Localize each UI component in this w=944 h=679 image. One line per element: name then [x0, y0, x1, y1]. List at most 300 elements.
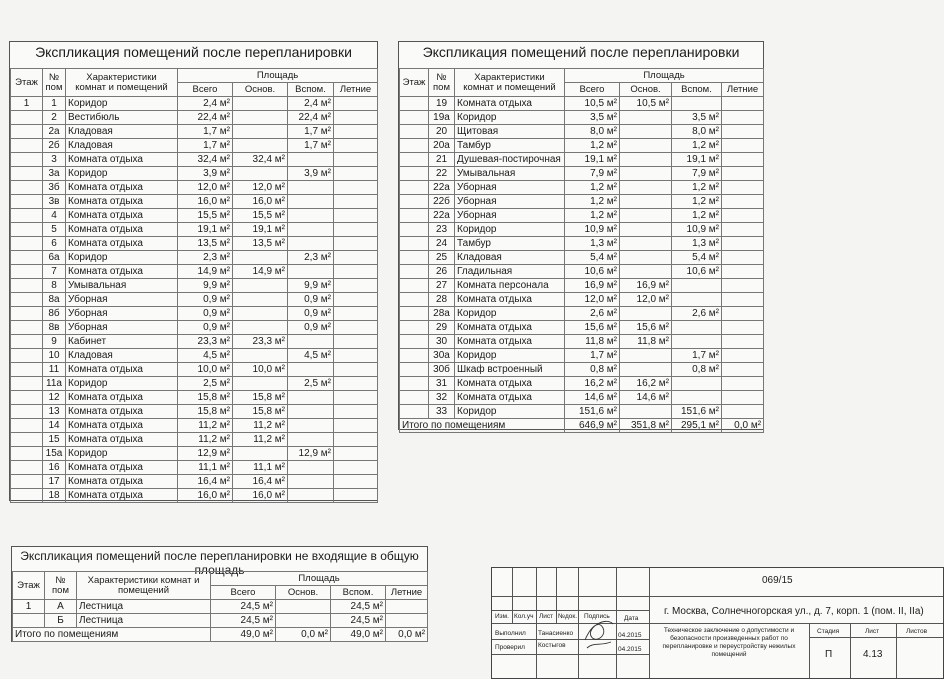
col-ndok: №док. — [558, 613, 578, 620]
cell-aux: 1,2 м² — [672, 181, 722, 195]
cell-summer — [334, 433, 378, 447]
cell-name: Комната отдыха — [66, 489, 178, 503]
header-total: Всего — [565, 83, 620, 97]
table-row — [400, 209, 764, 223]
cell-no: 3 — [43, 153, 66, 167]
cell-no: 14 — [43, 419, 66, 433]
table-row — [400, 391, 764, 405]
cell-summer — [334, 265, 378, 279]
header-room-no: № пом — [429, 69, 455, 97]
cell-summer — [334, 475, 378, 489]
cell-name: Лестница — [77, 614, 211, 628]
cell-total: 11,8 м² — [565, 335, 620, 349]
cell-total: 10,5 м² — [565, 97, 620, 111]
cell-total: 7,9 м² — [565, 167, 620, 181]
cell-summer — [722, 167, 764, 181]
cell-aux: 19,1 м² — [672, 153, 722, 167]
table-row — [11, 461, 378, 475]
cell-no: А — [45, 600, 77, 614]
cell-main: 10,5 м² — [620, 97, 672, 111]
cell-floor — [400, 279, 429, 293]
cell-aux — [288, 209, 334, 223]
table-row — [400, 223, 764, 237]
header-area: Площадь — [211, 572, 428, 586]
header-aux: Вспом. — [672, 83, 722, 97]
cell-no: 8а — [43, 293, 66, 307]
cell-floor — [400, 153, 429, 167]
cell-summer — [722, 363, 764, 377]
cell-main — [233, 349, 288, 363]
table-row — [400, 195, 764, 209]
cell-floor — [400, 405, 429, 419]
header-aux: Вспом. — [331, 586, 386, 600]
cell-aux: 151,6 м² — [672, 405, 722, 419]
cell-name: Кладовая — [455, 251, 565, 265]
cell-aux — [288, 489, 334, 503]
cell-total: 1,7 м² — [178, 125, 233, 139]
cell-total: 2,5 м² — [178, 377, 233, 391]
table-row — [11, 489, 378, 503]
cell-name: Комната отдыха — [66, 209, 178, 223]
cell-total: 24,5 м² — [211, 614, 276, 628]
cell-aux — [288, 237, 334, 251]
cell-total: 15,5 м² — [178, 209, 233, 223]
cell-name: Комната отдыха — [66, 265, 178, 279]
table-row — [400, 181, 764, 195]
cell-total: 11,1 м² — [178, 461, 233, 475]
cell-main — [233, 377, 288, 391]
cell-no: 6 — [43, 237, 66, 251]
cell-aux: 8,0 м² — [672, 125, 722, 139]
table-row — [400, 265, 764, 279]
table-row — [11, 307, 378, 321]
cell-aux: 24,5 м² — [331, 600, 386, 614]
cell-aux: 1,2 м² — [672, 195, 722, 209]
cell-total: 13,5 м² — [178, 237, 233, 251]
cell-aux — [288, 153, 334, 167]
cell-aux: 12,9 м² — [288, 447, 334, 461]
explication-table-3 — [11, 546, 428, 642]
cell-summer — [334, 405, 378, 419]
cell-floor — [11, 265, 43, 279]
cell-aux: 4,5 м² — [288, 349, 334, 363]
cell-floor — [11, 195, 43, 209]
cell-main — [233, 139, 288, 153]
cell-total: 23,3 м² — [178, 335, 233, 349]
cell-aux: 1,7 м² — [672, 349, 722, 363]
cell-floor — [11, 223, 43, 237]
cell-summer — [722, 209, 764, 223]
table-row — [400, 279, 764, 293]
cell-no: 31 — [429, 377, 455, 391]
cell-total: 2,4 м² — [178, 97, 233, 111]
header-summer: Летние — [334, 83, 378, 97]
cell-main: 11,8 м² — [620, 335, 672, 349]
cell-aux — [288, 265, 334, 279]
cell-main: 15,8 м² — [233, 405, 288, 419]
cell-floor — [11, 391, 43, 405]
cell-name: Уборная — [455, 209, 565, 223]
table-row — [400, 153, 764, 167]
cell-total: 10,0 м² — [178, 363, 233, 377]
cell-main — [233, 447, 288, 461]
work-description: Техническое заключение о допустимости и безопасности произведенных работ по перепланировке и переустройству нежилых помещений — [662, 627, 796, 659]
cell-total: 19,1 м² — [178, 223, 233, 237]
cell-name: Комната отдыха — [66, 405, 178, 419]
cell-summer — [334, 125, 378, 139]
cell-floor — [11, 251, 43, 265]
cell-aux: 2,3 м² — [288, 251, 334, 265]
cell-name: Уборная — [66, 293, 178, 307]
cell-summer — [334, 97, 378, 111]
table-row — [400, 111, 764, 125]
cell-no: 16 — [43, 461, 66, 475]
cell-total: 0,8 м² — [565, 363, 620, 377]
table-row — [11, 419, 378, 433]
cell-aux — [672, 335, 722, 349]
cell-no: 30а — [429, 349, 455, 363]
cell-aux: 9,9 м² — [288, 279, 334, 293]
table-row — [11, 265, 378, 279]
table-row — [11, 433, 378, 447]
cell-name: Тамбур — [455, 237, 565, 251]
cell-aux — [672, 279, 722, 293]
cell-no: 11а — [43, 377, 66, 391]
table-row — [11, 251, 378, 265]
cell-name: Умывальная — [455, 167, 565, 181]
cell-aux — [288, 433, 334, 447]
cell-summer — [722, 405, 764, 419]
cell-total: 22,4 м² — [178, 111, 233, 125]
cell-main — [620, 349, 672, 363]
cell-floor — [11, 167, 43, 181]
cell-summer — [334, 209, 378, 223]
cell-summer — [722, 265, 764, 279]
table-3-title: Экспликация помещений после перепланировки не входящие в общую площадь — [20, 549, 419, 577]
header-floor: Этаж — [13, 572, 45, 600]
cell-total: 0,9 м² — [178, 307, 233, 321]
cell-aux — [288, 419, 334, 433]
cell-main: 11,2 м² — [233, 419, 288, 433]
cell-main — [620, 307, 672, 321]
cell-main — [620, 223, 672, 237]
cell-name: Коридор — [455, 223, 565, 237]
cell-no: 3а — [43, 167, 66, 181]
summary-aux: 295,1 м² — [672, 419, 722, 433]
cell-floor — [400, 125, 429, 139]
cell-no: 29 — [429, 321, 455, 335]
cell-total: 24,5 м² — [211, 600, 276, 614]
name-checked: Костыгов — [538, 642, 566, 649]
col-izm: Изм. — [495, 613, 509, 620]
date-executed: 04.2015 — [618, 632, 642, 639]
cell-aux: 10,9 м² — [672, 223, 722, 237]
sheet-value: 4.13 — [863, 649, 883, 660]
cell-floor — [400, 251, 429, 265]
cell-aux: 7,9 м² — [672, 167, 722, 181]
cell-summer — [334, 335, 378, 349]
cell-aux — [672, 97, 722, 111]
cell-main — [620, 251, 672, 265]
header-room-no: № пом — [43, 69, 66, 97]
cell-total: 1,7 м² — [178, 139, 233, 153]
header-main: Основ. — [620, 83, 672, 97]
cell-main: 11,1 м² — [233, 461, 288, 475]
cell-summer — [722, 391, 764, 405]
cell-name: Комната отдыха — [66, 223, 178, 237]
cell-summer — [722, 223, 764, 237]
cell-floor — [11, 237, 43, 251]
cell-main — [233, 293, 288, 307]
cell-floor — [11, 335, 43, 349]
table-row — [11, 181, 378, 195]
cell-name: Уборная — [455, 195, 565, 209]
cell-no: 22а — [429, 209, 455, 223]
summary-summer: 0,0 м² — [386, 628, 428, 642]
cell-no: 25 — [429, 251, 455, 265]
cell-no: 4 — [43, 209, 66, 223]
cell-main — [620, 153, 672, 167]
cell-no: Б — [45, 614, 77, 628]
cell-main: 13,5 м² — [233, 237, 288, 251]
cell-summer — [334, 391, 378, 405]
doc-number: 069/15 — [762, 575, 793, 586]
cell-no: 2б — [43, 139, 66, 153]
cell-no: 1 — [43, 97, 66, 111]
cell-main: 10,0 м² — [233, 363, 288, 377]
header-aux: Вспом. — [288, 83, 334, 97]
cell-name: Комната отдыха — [455, 377, 565, 391]
table-row — [400, 349, 764, 363]
cell-no: 2а — [43, 125, 66, 139]
cell-floor — [11, 111, 43, 125]
cell-no: 8 — [43, 279, 66, 293]
sheet-label: Лист — [865, 628, 880, 635]
object-address: г. Москва, Солнечногорская ул., д. 7, корп. 1 (пом. II, IIа) — [664, 606, 924, 617]
cell-summer — [722, 125, 764, 139]
cell-main: 15,8 м² — [233, 391, 288, 405]
cell-name: Комната отдыха — [66, 195, 178, 209]
cell-total: 16,9 м² — [565, 279, 620, 293]
cell-summer — [386, 600, 428, 614]
table-row — [400, 321, 764, 335]
cell-floor — [400, 237, 429, 251]
cell-total: 11,2 м² — [178, 433, 233, 447]
cell-no: 12 — [43, 391, 66, 405]
cell-summer — [722, 349, 764, 363]
cell-main — [620, 111, 672, 125]
header-area: Площадь — [178, 69, 378, 83]
cell-aux — [288, 223, 334, 237]
cell-no: 7 — [43, 265, 66, 279]
table-row — [11, 139, 378, 153]
header-total: Всего — [211, 586, 276, 600]
cell-no: 8в — [43, 321, 66, 335]
summary-row — [13, 628, 428, 642]
cell-name: Гладильная — [455, 265, 565, 279]
cell-aux — [672, 391, 722, 405]
cell-floor — [400, 181, 429, 195]
cell-aux: 0,8 м² — [672, 363, 722, 377]
table-row — [11, 293, 378, 307]
cell-name: Комната отдыха — [66, 419, 178, 433]
cell-aux: 0,9 м² — [288, 321, 334, 335]
cell-main: 12,0 м² — [233, 181, 288, 195]
cell-main — [620, 195, 672, 209]
cell-no: 20 — [429, 125, 455, 139]
col-signature: Подпись — [584, 613, 610, 620]
table-row — [400, 97, 764, 111]
cell-total: 151,6 м² — [565, 405, 620, 419]
cell-no: 22а — [429, 181, 455, 195]
cell-name: Коридор — [455, 111, 565, 125]
table-row — [400, 237, 764, 251]
cell-aux: 3,5 м² — [672, 111, 722, 125]
cell-summer — [722, 321, 764, 335]
cell-summer — [334, 237, 378, 251]
stage-label: Стадия — [817, 628, 840, 635]
cell-total: 1,2 м² — [565, 139, 620, 153]
cell-no: 3в — [43, 195, 66, 209]
cell-summer — [334, 167, 378, 181]
cell-main — [620, 209, 672, 223]
cell-floor — [400, 209, 429, 223]
cell-floor — [13, 614, 45, 628]
cell-floor — [400, 265, 429, 279]
cell-name: Комната отдыха — [66, 153, 178, 167]
cell-floor: 1 — [11, 97, 43, 111]
cell-floor — [400, 363, 429, 377]
cell-floor — [400, 307, 429, 321]
cell-aux: 24,5 м² — [331, 614, 386, 628]
cell-no: 28а — [429, 307, 455, 321]
table-row — [400, 125, 764, 139]
table-row — [11, 111, 378, 125]
cell-total: 16,2 м² — [565, 377, 620, 391]
cell-main — [233, 279, 288, 293]
explication-table-2 — [398, 41, 764, 430]
stage-value: П — [825, 649, 833, 660]
cell-name: Коридор — [66, 167, 178, 181]
cell-floor — [11, 489, 43, 503]
cell-main: 16,0 м² — [233, 489, 288, 503]
cell-aux: 1,3 м² — [672, 237, 722, 251]
cell-no: 22 — [429, 167, 455, 181]
cell-no: 5 — [43, 223, 66, 237]
cell-summer — [334, 307, 378, 321]
table-row — [11, 349, 378, 363]
cell-summer — [722, 335, 764, 349]
cell-aux — [672, 321, 722, 335]
cell-main — [233, 97, 288, 111]
cell-name: Коридор — [66, 97, 178, 111]
cell-main — [620, 237, 672, 251]
table-row — [13, 614, 428, 628]
cell-floor — [11, 461, 43, 475]
cell-floor: 1 — [13, 600, 45, 614]
cell-main: 19,1 м² — [233, 223, 288, 237]
col-date: Дата — [624, 615, 639, 622]
header-floor: Этаж — [11, 69, 43, 97]
cell-summer — [334, 195, 378, 209]
cell-name: Комната отдыха — [66, 237, 178, 251]
cell-total: 14,6 м² — [565, 391, 620, 405]
table-row — [400, 377, 764, 391]
cell-total: 12,0 м² — [178, 181, 233, 195]
header-description: Характеристики комнат и помещений — [66, 69, 178, 97]
table-row — [11, 279, 378, 293]
cell-aux: 10,6 м² — [672, 265, 722, 279]
cell-aux: 0,9 м² — [288, 307, 334, 321]
explication-table-1 — [9, 41, 378, 501]
cell-main — [233, 321, 288, 335]
cell-aux — [288, 181, 334, 195]
cell-no: 8б — [43, 307, 66, 321]
cell-main — [620, 265, 672, 279]
summary-label: Итого по помещениям — [400, 419, 565, 433]
cell-no: 28 — [429, 293, 455, 307]
cell-aux: 2,5 м² — [288, 377, 334, 391]
cell-main — [620, 125, 672, 139]
cell-summer — [334, 181, 378, 195]
summary-main: 0,0 м² — [276, 628, 331, 642]
cell-aux — [288, 475, 334, 489]
cell-summer — [722, 195, 764, 209]
cell-name: Тамбур — [455, 139, 565, 153]
cell-summer — [334, 321, 378, 335]
cell-total: 19,1 м² — [565, 153, 620, 167]
cell-floor — [11, 377, 43, 391]
cell-no: 27 — [429, 279, 455, 293]
cell-main — [620, 181, 672, 195]
cell-total: 3,5 м² — [565, 111, 620, 125]
cell-main — [233, 307, 288, 321]
cell-no: 20а — [429, 139, 455, 153]
cell-floor — [400, 139, 429, 153]
cell-no: 33 — [429, 405, 455, 419]
cell-aux: 1,7 м² — [288, 139, 334, 153]
cell-summer — [722, 111, 764, 125]
cell-no: 15а — [43, 447, 66, 461]
table-row — [11, 447, 378, 461]
cell-floor — [400, 321, 429, 335]
cell-no: 6а — [43, 251, 66, 265]
cell-total: 10,9 м² — [565, 223, 620, 237]
cell-total: 2,3 м² — [178, 251, 233, 265]
cell-name: Уборная — [455, 181, 565, 195]
cell-no: 21 — [429, 153, 455, 167]
cell-name: Кладовая — [66, 139, 178, 153]
table-row — [400, 293, 764, 307]
cell-main — [276, 614, 331, 628]
cell-floor — [11, 209, 43, 223]
cell-main — [233, 111, 288, 125]
cell-name: Лестница — [77, 600, 211, 614]
cell-summer — [334, 279, 378, 293]
cell-summer — [722, 181, 764, 195]
cell-main — [233, 251, 288, 265]
table-row — [13, 600, 428, 614]
cell-name: Комната персонала — [455, 279, 565, 293]
name-executed: Танасиенко — [538, 630, 574, 637]
cell-total: 16,4 м² — [178, 475, 233, 489]
cell-total: 4,5 м² — [178, 349, 233, 363]
table-2-grid — [399, 68, 764, 433]
header-total: Всего — [178, 83, 233, 97]
summary-aux: 49,0 м² — [331, 628, 386, 642]
cell-summer — [334, 489, 378, 503]
cell-total: 3,9 м² — [178, 167, 233, 181]
